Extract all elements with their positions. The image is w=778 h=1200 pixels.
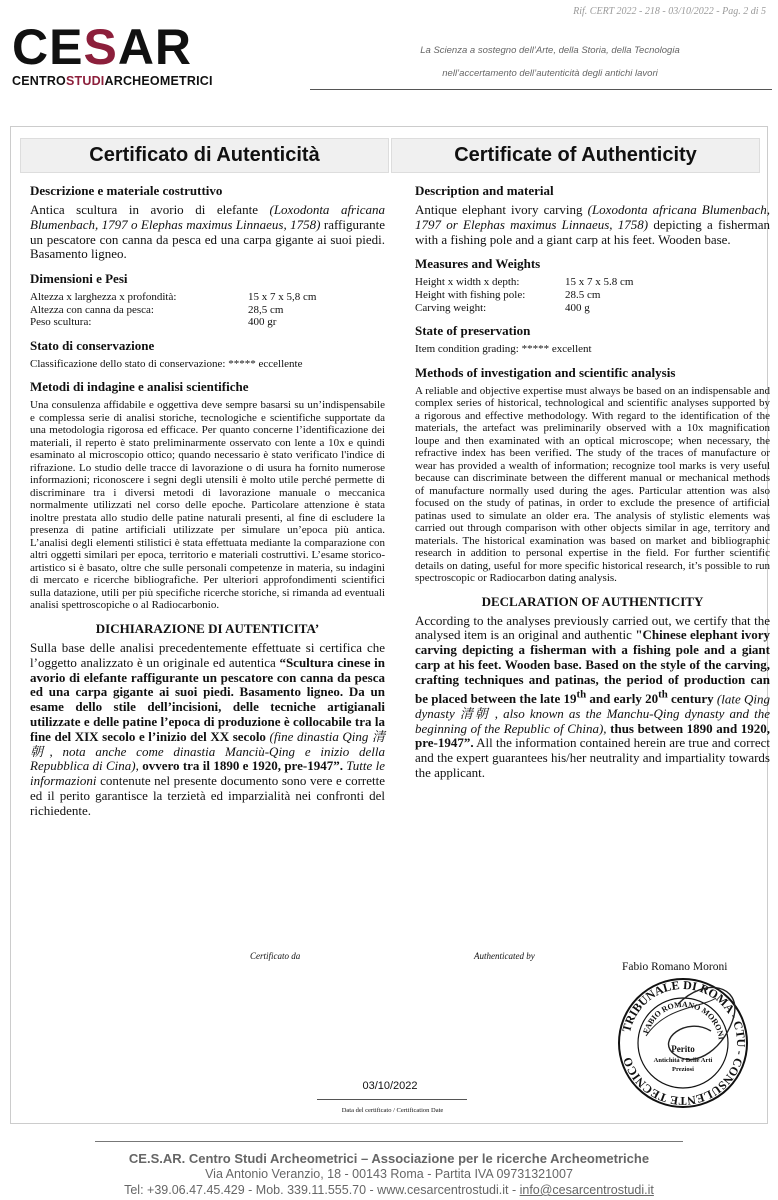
stamp-inner-text: FABIO ROMANO MORONI — [641, 999, 726, 1041]
cesar-logo — [12, 19, 213, 88]
measure-row: Carving weight: 400 g — [415, 301, 590, 314]
stamp-inner-ring — [638, 998, 728, 1088]
declaration-text: According to the analyses previously carried out, we certify that the analysed item is an original and authentic "Chinese elephant ivory carving depicting a fisherman with a fishing pole and a giant carp at his feet. Wooden base. Based on the style of the carving, crafting techniques and patinas, the period of production can be placed between the late 19th and early 20th century (late Qing dynasty 清朝 , also known as the Manchu-Qing dynasty and the beginning of the Republic of China), thus between 1890 and 1920, pre-1947”. All the information contained herein are true and correct and the expert guarantees his/her neutrality and impartiality towards the applicant. — [415, 612, 770, 780]
tagline-line-1: La Scienza a sostegno dell’Arte, della Storia, della Tecnologia — [420, 45, 680, 56]
description-text: Antique elephant ivory carving (Loxodonta africana Blumenbach, 1797 or Elephas maximus Linnaeus, 1758) depicting a fisherman with a fishing pole and a giant carp at his feet. Wooden base. — [415, 202, 770, 247]
expert-stamp — [616, 976, 750, 1110]
measures-section — [415, 256, 770, 314]
english-column — [415, 183, 770, 781]
section-title: Descrizione e materiale costruttivo — [30, 183, 223, 198]
declaration-title: DECLARATION OF AUTHENTICITY — [481, 593, 704, 609]
description-text: Antica scultura in avorio di elefante (Loxodonta africana Blumenbach, 1797 o Elephas maximus Linnaeus, 1758) raffigurante un pescatore con canna da pesca ed una carpa gigante ai suoi piedi. Basamento ligneo. — [30, 202, 385, 262]
declaration-text: Sulla base delle analisi precedentemente effettuate si certifica che l’oggetto analizzato è un originale ed autentica “Scultura cinese in avorio di elefante raffigurante un pescatore con canna da pesca ed una carpa gigante ai suoi piedi. Basamento ligneo. Da un esame dello stile dell’incisioni, delle tecniche artigianali utilizzate e delle patine l’epoca di produzione è collocabile tra la fine del XIX secolo e l’inizio del XX secolo (fine dinastia Qing 清朝, nota anche come dinastia Manciù-Qing e inizio della Repubblica di Cina), ovvero tra il 1890 e 1920, pre-1947”. Tutte le informazioni contenute nel presente documento sono vere e corrette ed il perito garantisce la terzietà ed imparzialità nei confronti del richiedente. — [30, 639, 386, 818]
section-title: State of preservation — [415, 323, 531, 339]
section-title: Dimensioni e Pesi — [30, 271, 128, 287]
tagline-line-2: nell’accertamento dell’autenticità degli antichi lavori — [442, 68, 658, 79]
logo-subtitle: CENTROSTUDIARCHEOMETRICI — [12, 74, 213, 88]
heading-english: Certificate of Authenticity — [391, 138, 760, 173]
description-section — [30, 183, 385, 262]
date-underline — [317, 1099, 467, 1100]
methods-text: Una consulenza affidabile e oggettiva deve sempre basarsi su un’indispensabile e complessa serie di analisi storiche, tecnologiche e scientifiche supportate da una metodologia rigorosa ed efficace. Per quanto concerne l’identificazione dei materiali, il reperto è stato preliminarmente osservato con lente a 10x e quindi esaminato al microscopio ottico; quando necessario è stato verificato l'indice di rifrazione. Lo studio delle tracce di lavorazione o di usura ha fornito numerose informazioni; riconoscere i segni degli utensili è molto utile perché permette di discriminare tra i diversi metodi di lavorazione manuale o meccanica normalmente utilizzati nel corso delle epoche. Particolare attenzione è stata inoltre prestata allo studio delle patine naturali presenti, al fine di escludere la presenza di patine artificiali utilizzate per simulare un’epoca più antica. L’analisi degli elementi stilistici è stata effettuata mediante la comparazione con altri oggetti similari per epoca, territorio e materiali costruttivi. L’esame storico-artistico si è basato, oltre che sulle personali competenze in materia, su indagini di mercato e ricerche bibliografiche. Per ulteriori approfondimenti scientifici sulla datazione, utili per più specifiche ricerche storiche, si rimanda ad eventuali analisi spettroscopiche o al Radiocarbonio. — [30, 399, 385, 612]
footer-divider — [95, 1141, 683, 1142]
declaration-title: DICHIARAZIONE DI AUTENTICITA’ — [95, 620, 320, 636]
certificate-headings — [20, 138, 758, 171]
methods-section — [30, 379, 385, 612]
measures-section — [30, 271, 385, 329]
footer-email-link[interactable]: info@cesarcentrostudi.it — [519, 1183, 654, 1197]
preservation-section — [415, 323, 770, 356]
certification-date: 03/10/2022 — [362, 1080, 418, 1092]
methods-text: A reliable and objective expertise must always be based on an indispensable and complex series of historical, technological and scientific analyses supported by a rigorous and effective methodology. With regard to the identification of the materials, the artefact was preliminarily observed with a 10x magnification loupe and then examinated with an optical microscope; when necessary, the refractive index has been verified. The study of the traces of manufacture or wear has provided a wealth of information; recognize tool marks is very useful because can discriminate between the different manual or mechanical methods of manufacture normally used during the ages. Particular attention was also focused on the study of patinas, in order to exclude the presence of artificial patinas used to simulate an older era. The analysis of stylistic elements was carried out through comparison with other objects similar in age, territory and materials. The historical examination was based on market and bibliographic research in addition to personal expertise in the field. For further scientific details on dating, useful for more specific historical research, it’s possible to run spectroscopic or Radiocarbon dating analysis. — [415, 384, 770, 585]
expert-name: Fabio Romano Moroni — [622, 961, 728, 973]
stamp-role: Perito — [671, 1044, 695, 1054]
italian-column — [30, 183, 385, 819]
measure-row: Altezza x larghezza x profondità: 15 x 7 x 5,8 cm — [30, 291, 317, 304]
authenticated-by-label: Authenticated by — [474, 951, 535, 961]
measure-row: Height x width x depth: 15 x 7 x 5.8 cm — [415, 276, 634, 289]
certification-date-label: Data del certificato / Certification Date — [341, 1107, 444, 1114]
certified-by-label: Certificato da — [250, 951, 301, 961]
methods-section — [415, 365, 770, 585]
stamp-field-2: Preziosi — [672, 1066, 694, 1073]
section-title: Methods of investigation and scientific analysis — [415, 364, 676, 380]
heading-italian: Certificato di Autenticità — [20, 138, 389, 173]
preservation-text: Item condition grading: ***** excellent — [415, 343, 592, 356]
description-section — [415, 183, 770, 247]
reference-number: Rif. CERT 2022 - 218 - 03/10/2022 - Pag. 2 di 5 — [573, 6, 766, 17]
footer-address: Via Antonio Veranzio, 18 - 00143 Roma - Partita IVA 09731321007 — [205, 1167, 573, 1181]
header-divider — [310, 89, 772, 90]
stamp-outer-text: TRIBUNALE DI ROMA - CTU - CONSULENTE TECNICO — [619, 977, 749, 1109]
section-title: Metodi di indagine e analisi scientifiche — [30, 379, 249, 395]
logo-wordmark: CESAR — [12, 19, 193, 75]
section-title: Stato di conservazione — [30, 337, 155, 353]
footer-contacts: Tel: +39.06.47.45.429 - Mob. 339.11.555.70 - www.cesarcentrostudi.it - info@cesarcentrostudi.it — [124, 1183, 654, 1197]
measure-row: Altezza con canna da pesca: 28,5 cm — [30, 303, 284, 316]
stamp-field-1: Antichità e Belle Arti — [653, 1057, 713, 1064]
measure-row: Height with fishing pole: 28.5 cm — [415, 288, 601, 301]
footer-organization: CE.S.AR. Centro Studi Archeometrici – Associazione per le ricerche Archeometriche — [128, 1151, 650, 1166]
measure-row: Peso scultura: 400 gr — [30, 316, 277, 329]
section-title: Description and material — [415, 183, 554, 198]
preservation-text: Classificazione dello stato di conservazione: ***** eccellente — [30, 357, 303, 370]
section-title: Measures and Weights — [415, 256, 541, 272]
preservation-section — [30, 338, 385, 371]
